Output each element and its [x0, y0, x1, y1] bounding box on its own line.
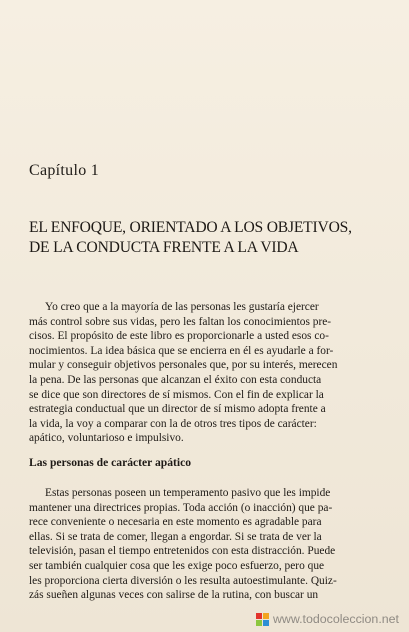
intro-paragraph: [29, 300, 389, 446]
text-line: mular y conseguir objetivos personales que, por su interés, merecen: [29, 359, 338, 372]
text-line: estrategia conductual que un director de sí mismo adopta frente a: [29, 403, 326, 416]
section-heading: Las personas de carácter apático: [29, 456, 192, 469]
text-line: cisos. El propósito de este libro es proporcionarle a usted esos co-: [29, 330, 329, 343]
text-line: zás sueñen algunas veces con salirse de la rutina, con buscar un: [29, 589, 319, 602]
chapter-title-line: DE LA CONDUCTA FRENTE A LA VIDA: [29, 239, 299, 256]
logo-square: [256, 620, 262, 626]
text-line: Yo creo que a la mayoría de las personas les gustaría ejercer: [45, 301, 319, 313]
text-line: rece conveniente o necesaria en este momento es agradable para: [29, 516, 322, 529]
logo-square: [263, 613, 269, 619]
text-line: mantener una directrices propias. Toda acción (o inacción) que pa-: [29, 501, 333, 514]
watermark-text: www.todocoleccion.net: [272, 612, 399, 626]
text-line: les proporciona cierta diversión o les resulta autoestimulante. Quiz-: [29, 574, 337, 587]
watermark: [256, 612, 399, 626]
todocoleccion-logo-icon: [256, 613, 269, 626]
text-line: la vida, la voy a comparar con la de otros tres tipos de carácter:: [29, 417, 317, 430]
logo-square: [263, 620, 269, 626]
logo-square: [256, 613, 262, 619]
text-line: nocimientos. La idea básica que se encierra en él es ayudarle a for-: [29, 344, 334, 357]
text-line: más control sobre sus vidas, pero les faltan los conocimientos pre-: [29, 315, 332, 328]
text-line: se dice que son directores de sí mismos. Con el fin de explicar la: [29, 388, 324, 401]
text-line: ellas. Si se trata de comer, llegan a engordar. Si se trata de ver la: [29, 530, 322, 543]
text-line: la pena. De las personas que alcanzan el éxito con esta conducta: [29, 373, 322, 386]
chapter-label: Capítulo 1: [29, 162, 100, 179]
text-line: apático, voluntarioso e impulsivo.: [29, 432, 184, 445]
text-line: Estas personas poseen un temperamento pasivo que les impide: [45, 487, 331, 499]
text-line: televisión, pasan el tiempo entretenidos con esta distracción. Puede: [29, 545, 336, 558]
chapter-title: [29, 218, 389, 258]
section-paragraph: [29, 486, 389, 603]
text-line: ser también cualquier cosa que les exige poco esfuerzo, pero que: [29, 559, 325, 572]
chapter-title-line: EL ENFOQUE, ORIENTADO A LOS OBJETIVOS,: [29, 219, 352, 236]
